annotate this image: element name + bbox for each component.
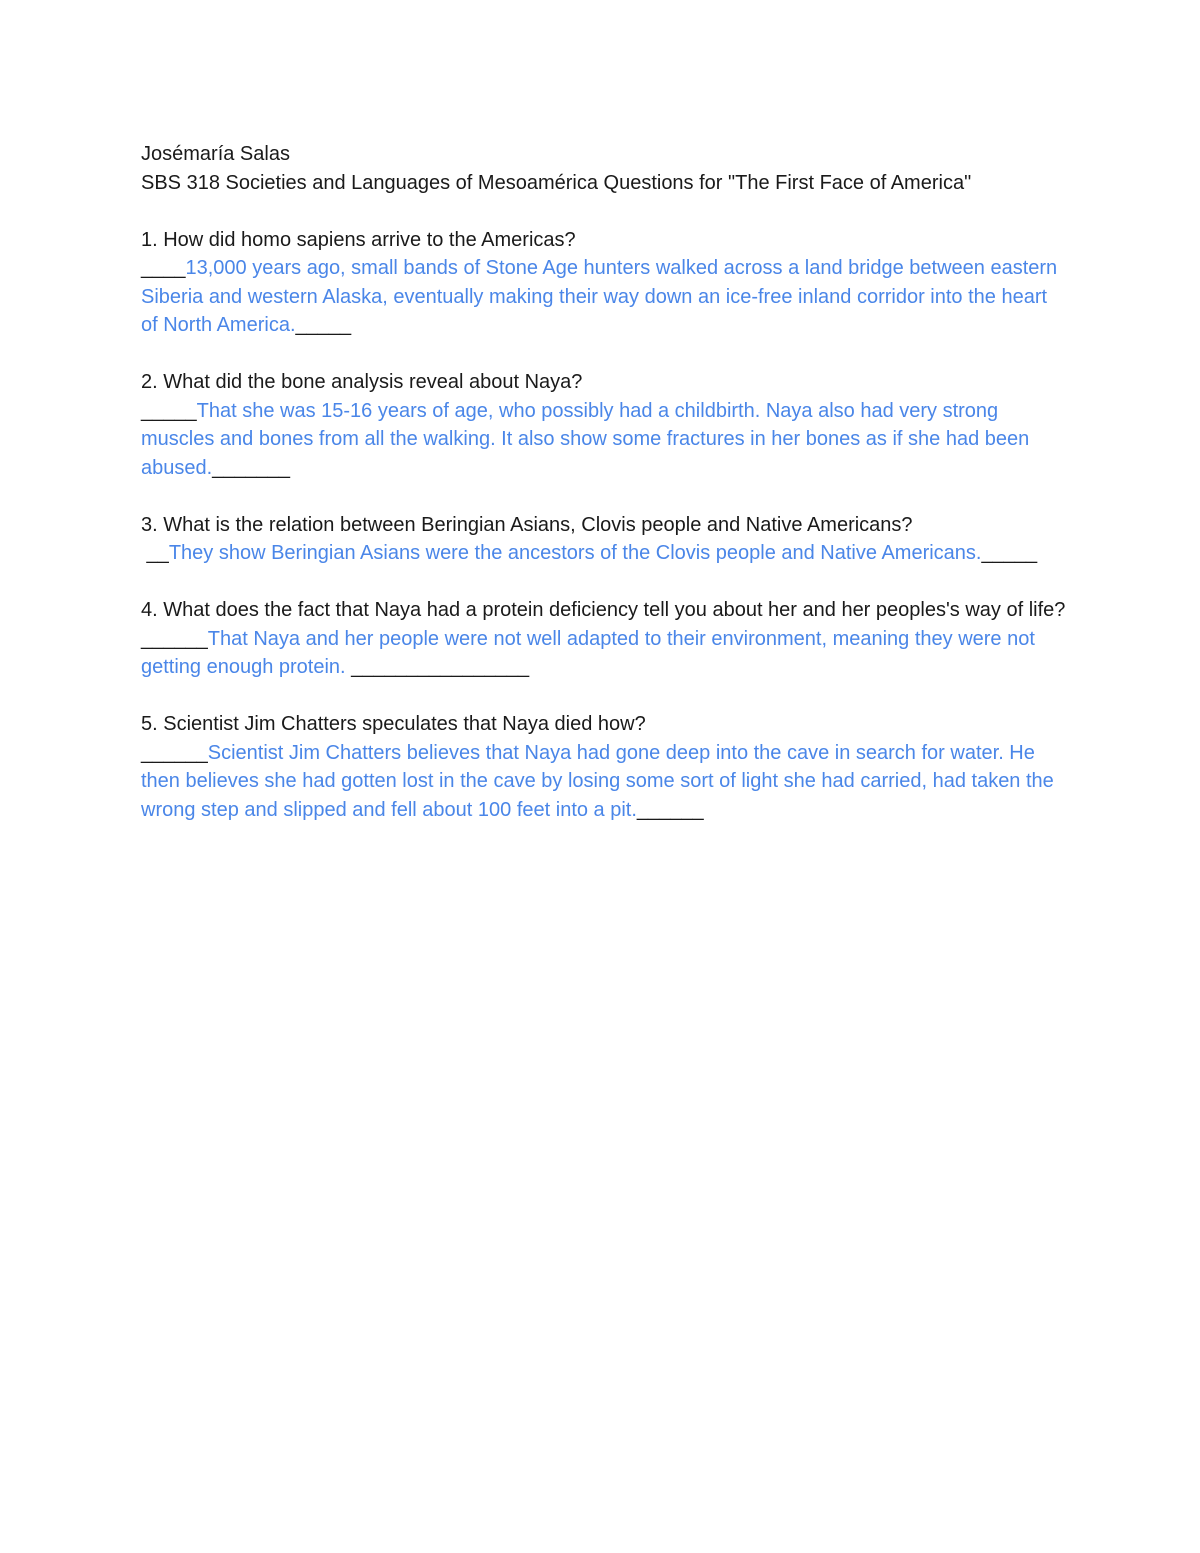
question-text: 2. What did the bone analysis reveal about Naya? — [141, 371, 583, 393]
answer-text — [141, 539, 1066, 568]
answer-blank-after: _____ — [981, 542, 1038, 564]
question-text: 3. What is the relation between Beringian Asians, Clovis people and Native Americans? — [141, 513, 913, 536]
answer-body: They show Beringian Asians were the ancestors of the Clovis people and Native Americans. — [168, 542, 982, 564]
answer-blank-before: _____ — [141, 399, 197, 422]
answer-blank-after: _____ — [295, 314, 352, 336]
answer-blank-before: ______ — [141, 741, 208, 764]
question-block-2 — [141, 368, 1066, 482]
author-name: Josémaría Salas — [141, 143, 290, 165]
question-block-1 — [141, 226, 1066, 340]
answer-body: That she was 15-16 years of age, who possibly had a childbirth. Naya also had very strong muscles and bones from all the walking. It also show some fractures in her bones as if she had been abused. — [141, 399, 1030, 479]
answer-blank-after: _______ — [212, 456, 291, 479]
answer-body: 13,000 years ago, small bands of Stone Age hunters walked across a land bridge between eastern Siberia and western Alaska, eventually making their way down an ice-free inland corridor into the heart of North America. — [141, 257, 1058, 336]
answer-blank-before: ____ — [141, 257, 186, 279]
answer-body: That Naya and her people were not well adapted to their environment, meaning they were not getting enough protein. — [141, 627, 1035, 678]
question-text: 1. How did homo sapiens arrive to the Americas? — [141, 228, 576, 251]
question-block-4 — [141, 596, 1066, 682]
answer-text — [141, 254, 1066, 340]
question-block-3 — [141, 511, 1066, 568]
question-block-5 — [141, 710, 1066, 824]
question-text: 5. Scientist Jim Chatters speculates that Naya died how? — [141, 713, 646, 735]
answer-text — [141, 397, 1066, 483]
answer-text — [141, 625, 1066, 682]
answer-body: Scientist Jim Chatters believes that Naya had gone deep into the cave in search for water. He then believes she had gotten lost in the cave by losing some sort of light she had carried, had taken the wrong step and slipped and fell about 100 feet into a pit. — [141, 741, 1054, 821]
answer-blank-before: __ — [141, 542, 169, 564]
answer-text — [141, 739, 1066, 825]
course-title: SBS 318 Societies and Languages of Mesoamérica Questions for "The First Face of America" — [141, 171, 972, 194]
document-page — [141, 140, 1066, 824]
answer-blank-before: ______ — [141, 627, 208, 650]
question-text: 4. What does the fact that Naya had a protein deficiency tell you about her and her peoples's way of life? — [141, 599, 1066, 621]
answer-blank-after: ________________ — [351, 656, 530, 678]
answer-blank-after: ______ — [636, 798, 704, 821]
